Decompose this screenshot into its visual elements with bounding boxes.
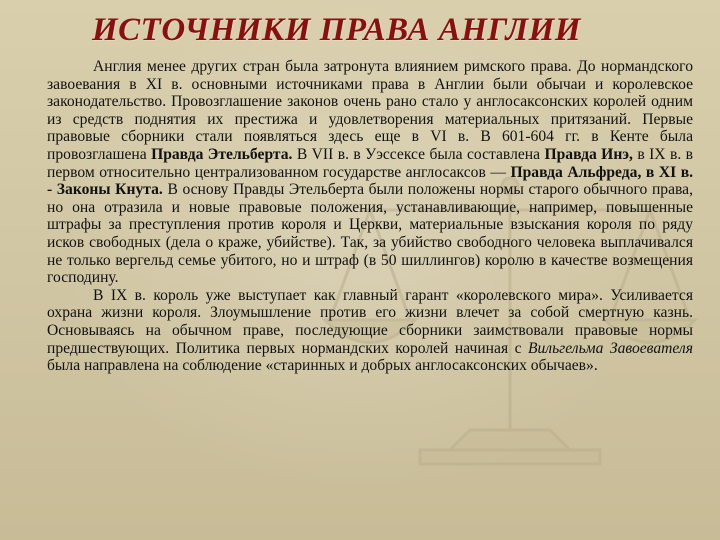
text-run: В основу Правды Этельберта были положены нормы старого обычного права, но она отразила и новые правовые положения, устанавливающие, например, повышенные штрафы за преступления против короля и Церкви, материальные взыскания короля по ряду исков свободных (дела о краже, убийстве). Так, за убийство свободного человека выплачивался не только вергельд семье убитого, но и штраф (в 50 шиллингов) королю в качестве возмещения господину. [47,181,693,287]
text-run: В VII в. в Уэссексе была составлена [292,145,545,163]
text-run: была направлена на соблюдение «старинных и добрых англосаксонских обычаев». [47,357,598,375]
italic-run: Вильгельма Завоевателя [527,339,693,357]
paragraph-1 [47,58,693,287]
body-text [47,58,693,375]
paragraph-2 [47,287,693,375]
bold-run: Правда Инэ, [544,145,633,163]
text-run: в IX в. в первом относительно централизованном государстве англосаксов — [47,145,694,181]
page-title: ИСТОЧНИКИ ПРАВА АНГЛИИ [92,12,582,48]
text-run: В IX в. король уже выступает как главный гарант «королевского мира». Усиливается охрана жизни короля. Злоумышление против его жизни влечет за собой смертную казнь. Основываясь на обычном праве, последующие сборники заимствовали правовые нормы предшествующих. Политика первых нормандских королей начиная с [47,286,693,357]
text-run: Англия менее других стран была затронута влиянием римского права. До нормандского завоевания в XI в. основными источниками права в Англии были обычаи и королевское законодательство. Провозглашение законов очень рано стало у англосаксонских королей одним из средств поднятия их престижа и удовлетворения материальных притязаний. Первые правовые сборники стали появляться здесь еще в VI в. В 601-604 гг. в Кенте была провозглашена [47,58,693,163]
bold-run: Правда Альфреда, в XI в. - Законы Кнута. [47,163,694,199]
bold-run: Правда Этельберта. [151,145,293,163]
